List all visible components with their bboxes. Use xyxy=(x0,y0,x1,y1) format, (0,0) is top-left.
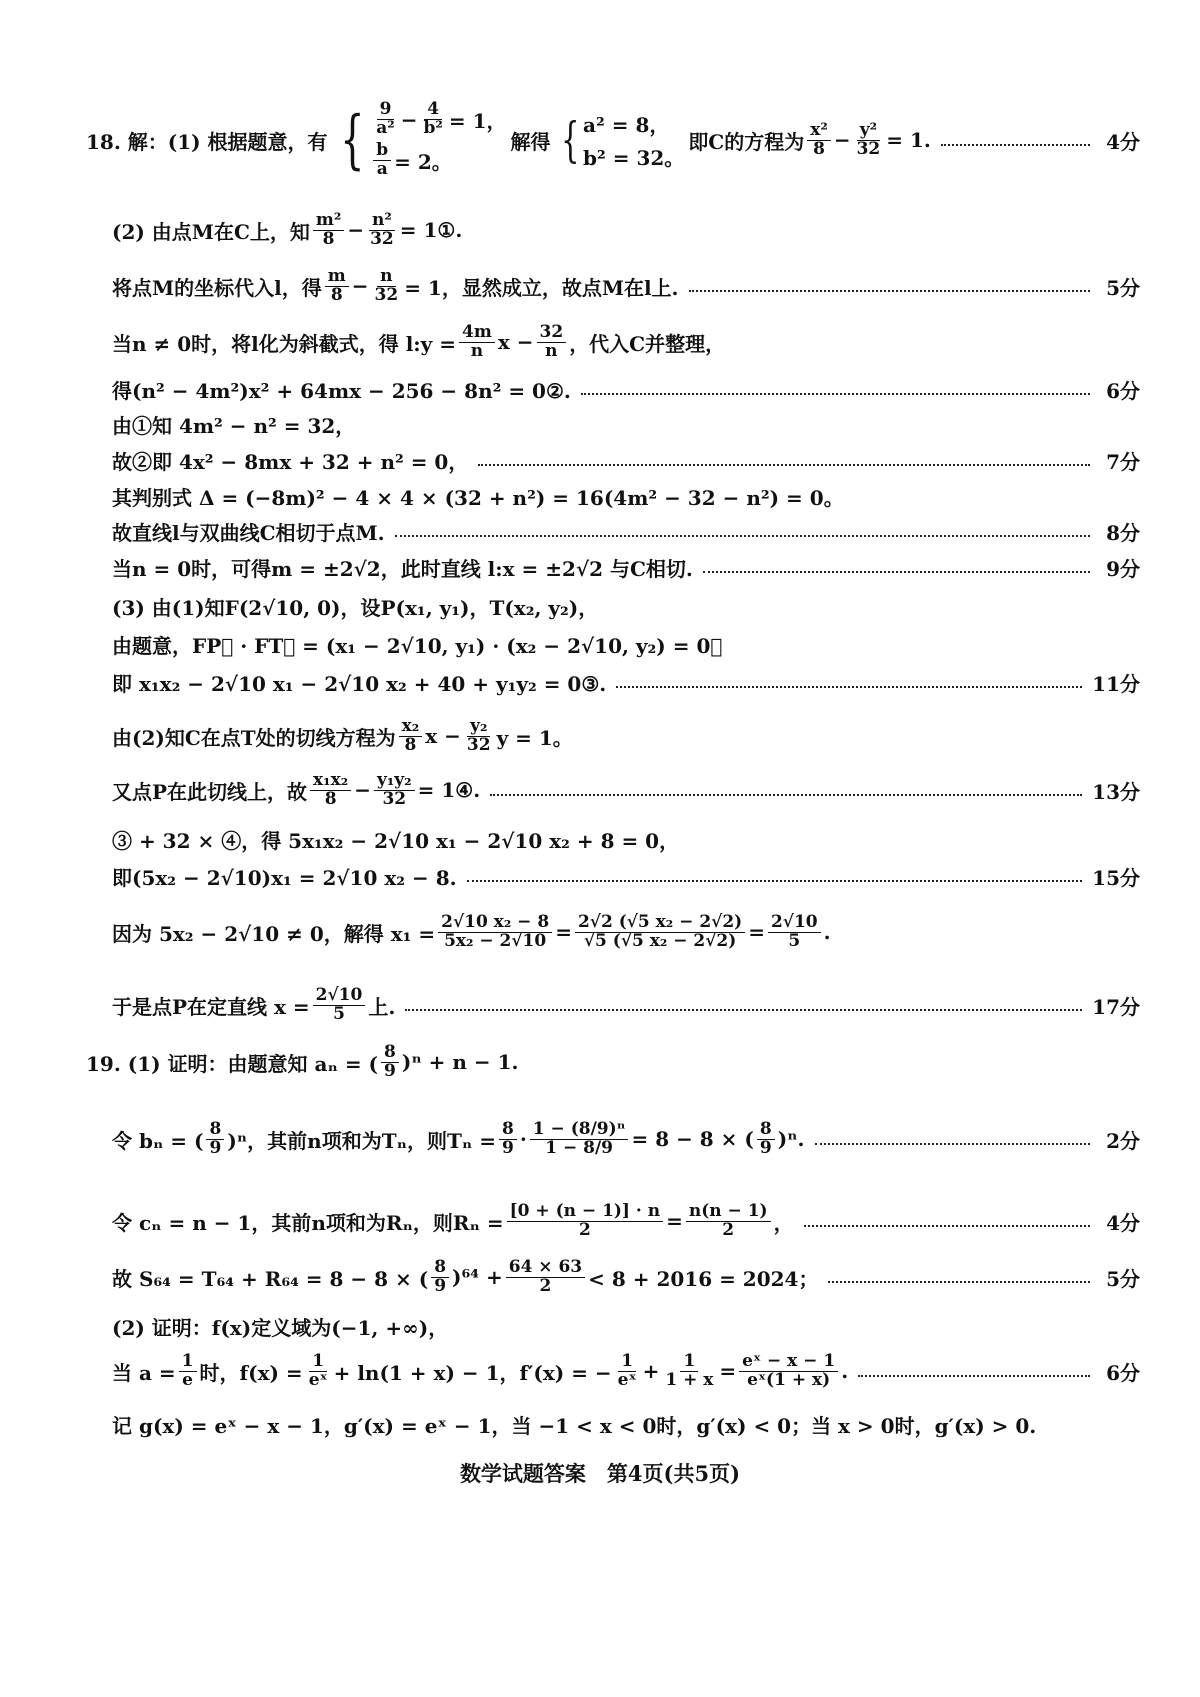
q19-line-6: 当 a = $\frac{1}{e}$ 时，f(x) = $\frac{1}{\text{eˣ}}$ + ln(1 + x) − 1，f′(x) = − $\frac{1}{\text{eˣ}}$ + $\frac{1}{1 + x}$ = $\frac{\text{eˣ − x − 1}}{\text{eˣ(1 + x)}}$ . 6分 xyxy=(112,1350,1140,1390)
score: 9分 xyxy=(1106,556,1140,581)
q18-line-6: 由①知 4m² − n² = 32， xyxy=(112,413,356,438)
q18-line-15: 又点P在此切线上，故 $\frac{\text{x₁x₂}}{8}$ − $\frac{\text{y₁y₂}}{32}$ = 1④. 13分 xyxy=(112,769,1140,809)
q18-line-16: ③ + 32 × ④，得 5x₁x₂ − 2√10 x₁ − 2√10 x₂ + 8 = 0， xyxy=(112,828,680,853)
q18-line-17: 即(5x₂ − 2√10)x₁ = 2√10 x₂ − 8. 15分 xyxy=(112,862,1140,890)
q19-line-1: 19. (1) 证明：由题意知 aₙ = ( $\frac{8}{9}$ )ⁿ + n − 1. xyxy=(86,1041,519,1081)
q18-line-12: 由题意，FP⃗ · FT⃗ = (x₁ − 2√10, y₁) · (x₂ − 2√10, y₂) = 0， xyxy=(112,633,723,658)
q19-line-3: 令 cₙ = n − 1，其前n项和为Rₙ，则Rₙ = $\frac{[0 + (n - 1)] \cdot n}{2}$ = $\frac{n(n - 1)}{2}$ ， 4分 xyxy=(112,1200,1140,1240)
q19-line-2: 令 bₙ = ( $\frac{8}{9}$ )ⁿ，其前n项和为Tₙ，则Tₙ = $\frac{8}{9}$ · $\frac{\text{1 − (8/9)ⁿ}}{1 - 8/9}$ = 8 − 8 × ( $\frac{8}{9}$ )ⁿ. 2分 xyxy=(112,1118,1140,1158)
q18-line-8: 其判别式 Δ = (−8m)² − 4 × 4 × (32 + n²) = 16(4m² − 32 − n²) = 0。 xyxy=(112,485,844,510)
q18-line-11: (3) 由(1)知F(2√10, 0)，设P(x₁, y₁)，T(x₂, y₂)， xyxy=(112,595,599,620)
score: 5分 xyxy=(1106,275,1140,300)
score: 2分 xyxy=(1106,1128,1140,1153)
score: 7分 xyxy=(1106,449,1140,474)
score: 13分 xyxy=(1092,779,1140,804)
q18-line-14: 由(2)知C在点T处的切线方程为 $\frac{\text{x₂}}{8}$ x − $\frac{\text{y₂}}{32}$ y = 1。 xyxy=(112,715,573,755)
score: 8分 xyxy=(1106,520,1140,545)
score: 17分 xyxy=(1092,994,1140,1019)
q19-line-4: 故 S₆₄ = T₆₄ + R₆₄ = 8 − 8 × ( $\frac{8}{9}$ )⁶⁴ + $\frac{64 \times 63}{2}$ < 8 + 2016 = 2024； 5分 xyxy=(112,1256,1140,1296)
score: 6分 xyxy=(1106,378,1140,403)
page-footer: 数学试题答案 第4页(共5页) xyxy=(459,1461,741,1486)
score: 4分 xyxy=(1106,1210,1140,1235)
score: 4分 xyxy=(1106,129,1140,154)
q18-line-9: 故直线l与双曲线C相切于点M. 8分 xyxy=(112,517,1140,545)
score: 5分 xyxy=(1106,1266,1140,1291)
q18-line-18: 因为 5x₂ − 2√10 ≠ 0，解得 x₁ = $\frac{\text{2√10 x₂ − 8}}{\text{5x₂ − 2√10}}$ = $\frac{\text{2√2 (√5 x₂ − 2√2)}}{\text{√5 (√5 x₂ − 2√2)}}$ = $\frac{2√10}{5}$ . xyxy=(112,911,831,951)
q18-line-13: 即 x₁x₂ − 2√10 x₁ − 2√10 x₂ + 40 + y₁y₂ = 0③. 11分 xyxy=(112,668,1140,696)
score: 15分 xyxy=(1092,865,1140,890)
q19-line-5: (2) 证明：f(x)定义域为(−1, +∞)， xyxy=(112,1315,449,1340)
q18-line-10: 当n = 0时，可得m = ±2√2，此时直线 l:x = ±2√2 与C相切. 9分 xyxy=(112,553,1140,581)
equation-system: { $\frac{9}{\text{a²}}$ − $\frac{4}{\text{b²}}$ = 1， $\frac{b}{a}$ = 2。 xyxy=(339,99,507,179)
q18-line-3: 将点M的坐标代入l，得 $\frac{m}{8}$ − $\frac{n}{32}$ = 1，显然成立，故点M在l上. 5分 xyxy=(112,265,1140,305)
score: 6分 xyxy=(1106,1360,1140,1385)
q18-line-5: 得(n² − 4m²)x² + 64mx − 256 − 8n² = 0②. 6分 xyxy=(112,375,1140,403)
q18-line-19: 于是点P在定直线 x = $\frac{2√10}{5}$ 上. 17分 xyxy=(112,984,1140,1024)
q18-line-2: (2) 由点M在C上，知 $\frac{\text{m²}}{8}$ − $\frac{\text{n²}}{32}$ = 1①. xyxy=(112,209,463,249)
score: 11分 xyxy=(1092,671,1140,696)
q18-line-4: 当n ≠ 0时，将l化为斜截式，得 l:y = $\frac{4m}{n}$ x − $\frac{32}{n}$ ，代入C并整理， xyxy=(112,321,726,361)
dot-leader xyxy=(941,144,1090,146)
q18-line-7: 故②即 4x² − 8mx + 32 + n² = 0， 7分 xyxy=(112,446,1140,474)
q19-line-7: 记 g(x) = eˣ − x − 1，g′(x) = eˣ − 1，当 −1 < x < 0时，g′(x) < 0；当 x > 0时，g′(x) > 0. xyxy=(112,1413,1037,1438)
q18-line-1: 18. 解：(1) 根据题意，有 { $\frac{9}{\text{a²}}$ − $\frac{4}{\text{b²}}$ = 1， $\frac{b}{a}$ = 2。 解得 { a² = 8， b² = 32。 即C的方程为 $\frac{\text{x²}}{8}$ − $\frac{\text{y²}}{32}$ = 1. 4分 xyxy=(86,99,1140,179)
solution-system: { a² = 8， b² = 32。 xyxy=(560,112,685,170)
